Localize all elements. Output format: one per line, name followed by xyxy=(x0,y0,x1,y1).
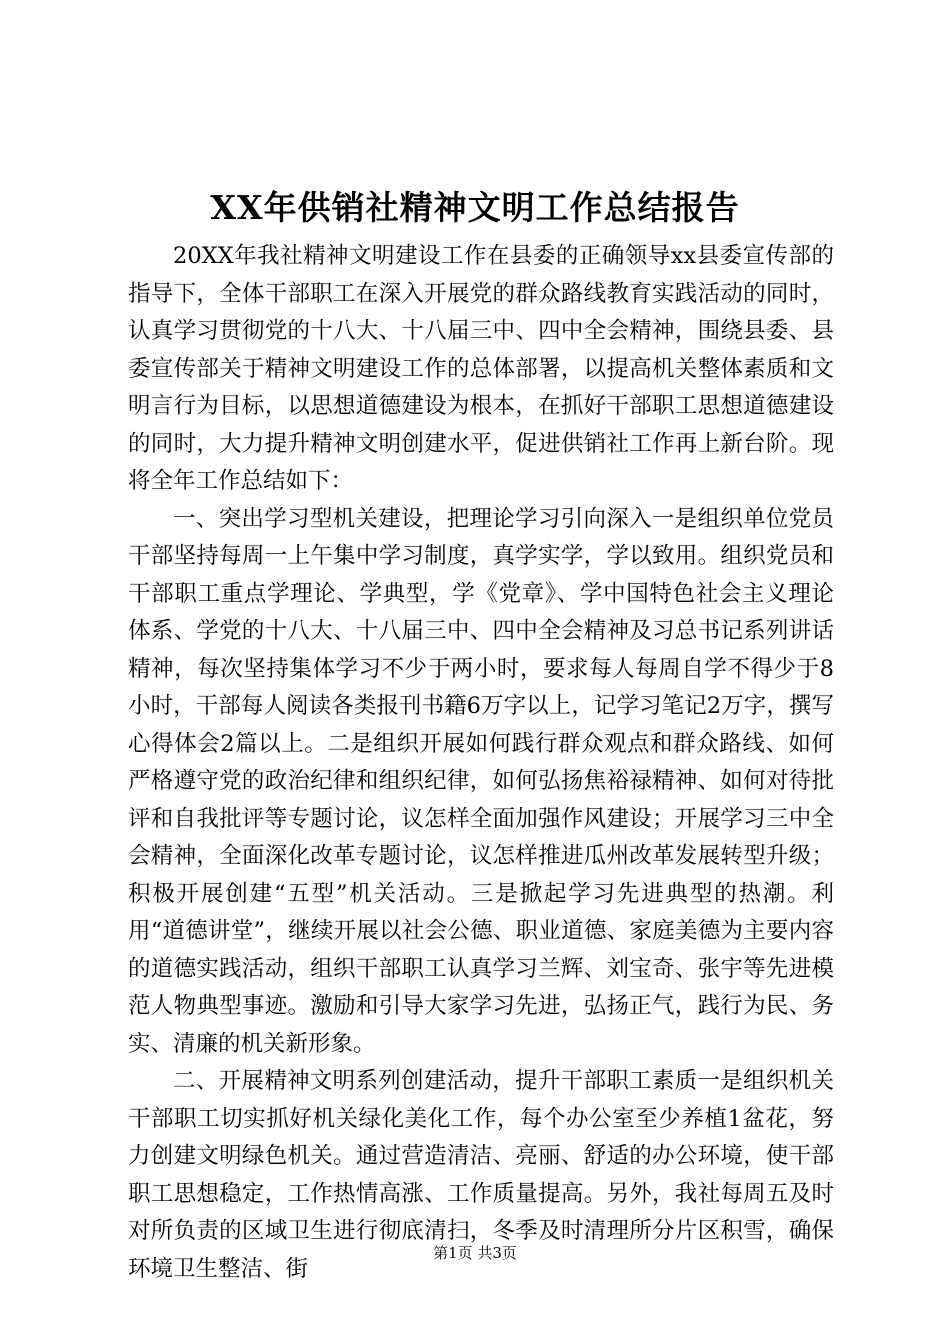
paragraph-section-two: 二、开展精神文明系列创建活动，提升干部职工素质一是组织机关干部职工切实抓好机关绿化美化工作，每个办公室至少养植1盆花，努力创建文明绿色机关。通过营造清洁、亮丽、舒适的办公环境，使干部职工思想稳定，工作热情高涨、工作质量提高。另外，我社每周五及时对所负责的区域卫生进行彻底清扫，冬季及时清理所分片区积雪，确保环境卫生整洁、街 xyxy=(128,1068,834,1282)
document-title: XX年供销社精神文明工作总结报告 xyxy=(210,188,740,227)
document-body xyxy=(128,238,834,1288)
page-number-footer: 第1页 共3页 xyxy=(433,1244,517,1262)
paragraph-section-one: 一、突出学习型机关建设，把理论学习引向深入一是组织单位党员干部坚持每周一上午集中学习制度，真学实学，学以致用。组织党员和干部职工重点学理论、学典型，学《党章》、学中国特色社会主义理论体系、学党的十八大、十八届三中、四中全会精神及习总书记系列讲话精神，每次坚持集体学习不少于两小时，要求每人每周自学不得少于8小时，干部每人阅读各类报刊书籍6万字以上，记学习笔记2万字，撰写心得体会2篇以上。二是组织开展如何践行群众观点和群众路线、如何严格遵守党的政治纪律和组织纪律，如何弘扬焦裕禄精神、如何对待批评和自我批评等专题讨论，议怎样全面加强作风建设；开展学习三中全会精神，全面深化改革专题讨论，议怎样推进瓜州改革发展转型升级；积极开展创建“五型”机关活动。三是掀起学习先进典型的热潮。利用“道德讲堂”，继续开展以社会公德、职业道德、家庭美德为主要内容的道德实践活动，组织干部职工认真学习兰辉、刘宝奇、张宇等先进模范人物典型事迹。激励和引导大家学习先进，弘扬正气，践行为民、务实、清廉的机关新形象。 xyxy=(128,505,834,1057)
paragraph-intro: 20XX年我社精神文明建设工作在县委的正确领导xx县委宣传部的指导下，全体干部职工在深入开展党的群众路线教育实践活动的同时，认真学习贯彻党的十八大、十八届三中、四中全会精神，围绕县委、县委宣传部关于精神文明建设工作的总体部署，以提高机关整体素质和文明言行为目标，以思想道德建设为根本，在抓好干部职工思想道德建设的同时，大力提升精神文明创建水平，促进供销社工作再上新台阶。现将全年工作总结如下： xyxy=(128,243,834,494)
